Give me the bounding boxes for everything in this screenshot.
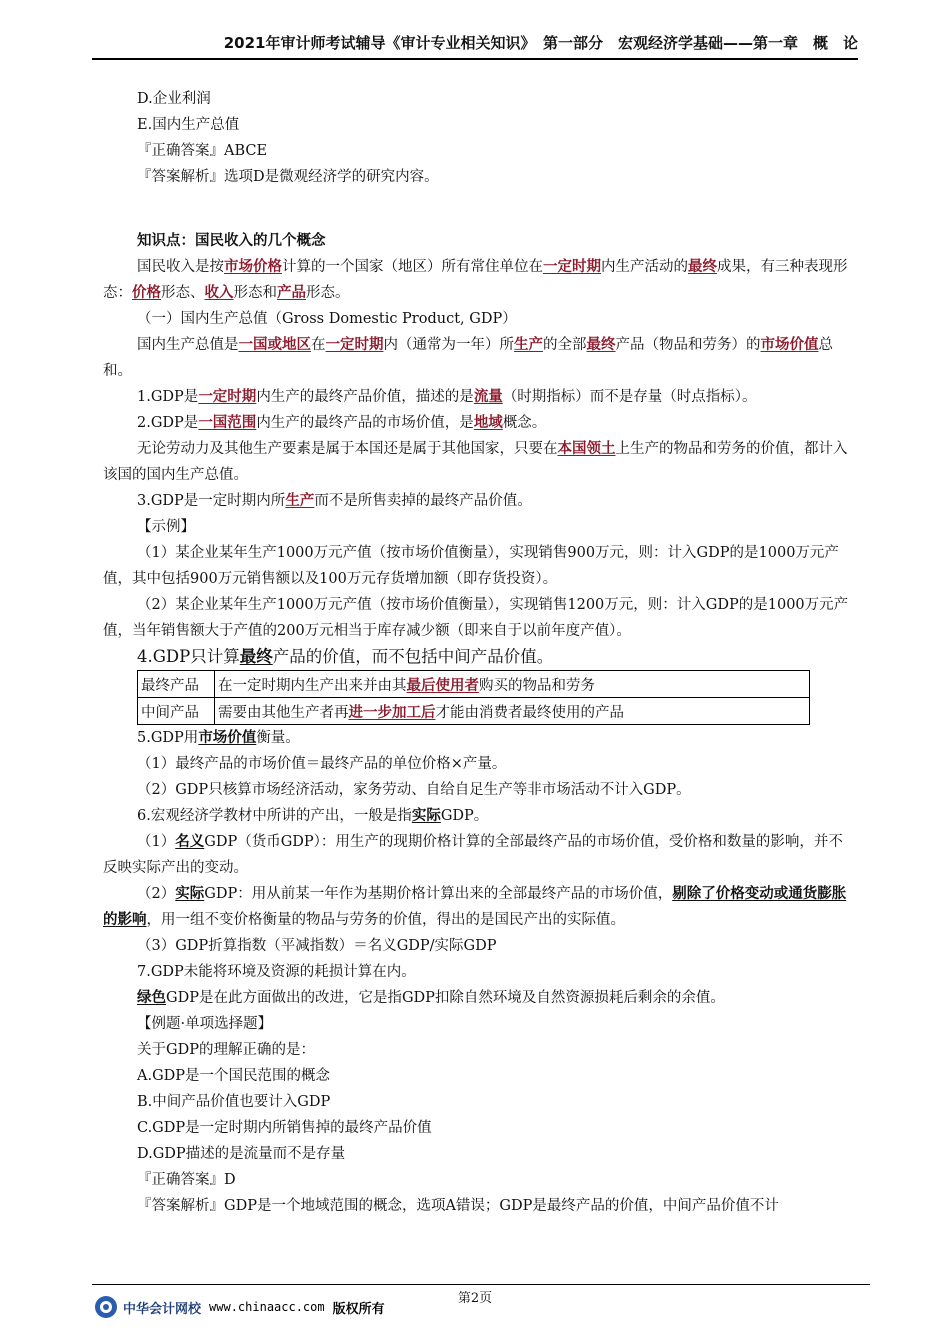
point-6: 6.宏观经济学教材中所讲的产出，一般是指实际GDP。 [137, 807, 489, 824]
point-3: 3.GDP是一定时期内所生产而不是所售卖掉的最终产品价值。 [137, 492, 532, 509]
product-table [137, 670, 810, 725]
page-number: 第2页 [457, 1291, 493, 1306]
table-cell-label: 最终产品 [138, 671, 215, 698]
question-option-a: A.GDP是一个国民范围的概念 [137, 1068, 331, 1084]
point-2: 2.GDP是一国范围内生产的最终产品的市场价值，是地域概念。 [137, 414, 547, 431]
intro-paragraph: 国民收入是按市场价格计算的一个国家（地区）所有常住单位在一定时期内生产活动的最终成果，有三种表现形态：价格形态、收入形态和产品形态。 [103, 258, 848, 301]
footer-url: www.chinaacc.com [209, 1300, 325, 1314]
footer-brand [95, 1295, 385, 1319]
footer-divider [92, 1284, 870, 1285]
question-stem: 关于GDP的理解正确的是： [137, 1042, 315, 1058]
page-header [92, 28, 858, 60]
question-option-d: D.GDP描述的是流量而不是存量 [137, 1146, 346, 1162]
question-option-c: C.GDP是一定时期内所销售掉的最终产品价值 [137, 1120, 432, 1136]
point-1: 1.GDP是一定时期内生产的最终产品价值，描述的是流量（时期指标）而不是存量（时点指标）。 [137, 388, 757, 405]
table-cell-label: 中间产品 [138, 698, 215, 725]
prev-analysis: 『答案解析』选项D是微观经济学的研究内容。 [137, 169, 439, 185]
point-6a: （1）名义GDP（货币GDP）：用生产的现期价格计算的全部最终产品的市场价值，受价格和数量的影响，并不反映实际产出的变动。 [103, 833, 843, 876]
example-2: （2）某企业某年生产1000万元产值（按市场价值衡量），实现销售1200万元，则：计入GDP的是1000万元产值，当年销售额大于产值的200万元相当于库存减少额（即来自于以前年度产值）。 [103, 597, 849, 639]
point-2-explanation: 无论劳动力及其他生产要素是属于本国还是属于其他国家，只要在本国领土上生产的物品和劳务的价值，都计入该国的国内生产总值。 [103, 440, 848, 483]
section-heading: 知识点：国民收入的几个概念 [137, 232, 326, 249]
prev-option-d: D.企业利润 [137, 91, 211, 107]
point-6c: （3）GDP折算指数（平减指数）＝名义GDP/实际GDP [137, 938, 497, 954]
prev-option-e: E.国内生产总值 [137, 117, 240, 133]
table-row [138, 671, 810, 698]
question-analysis: 『答案解析』GDP是一个地域范围的概念，选项A错误；GDP是最终产品的价值，中间产品价值不计 [137, 1198, 779, 1214]
logo-icon [95, 1296, 117, 1318]
example-1: （1）某企业某年生产1000万元产值（按市场价值衡量），实现销售900万元，则：计入GDP的是1000万元产值，其中包括900万元销售额以及100万元存货增加额（即存货投资）。 [103, 545, 839, 587]
point-7: 7.GDP未能将环境及资源的耗损计算在内。 [137, 964, 416, 980]
example-label: 【示例】 [137, 519, 195, 535]
point-5b: （2）GDP只核算市场经济活动，家务劳动、自给自足生产等非市场活动不计入GDP。 [137, 782, 691, 798]
header-title: 2021年审计师考试辅导《审计专业相关知识》 第一部分 宏观经济学基础——第一章 概 论 [223, 34, 858, 52]
table-row [138, 698, 810, 725]
page-content [103, 86, 851, 1219]
gdp-subheading: （一）国内生产总值（Gross Domestic Product, GDP） [137, 311, 517, 327]
question-label: 【例题·单项选择题】 [137, 1016, 273, 1032]
point-6b: （2）实际GDP：用从前某一年作为基期价格计算出来的全部最终产品的市场价值，剔除了价格变动或通货膨胀的影响，用一组不变价格衡量的物品与劳务的价值，得出的是国民产出的实际值。 [103, 885, 847, 928]
gdp-definition: 国内生产总值是一国或地区在一定时期内（通常为一年）所生产的全部最终产品（物品和劳务）的市场价值总和。 [103, 336, 833, 379]
point-4: 4.GDP只计算最终产品的价值，而不包括中间产品价值。 [137, 647, 554, 666]
spacer [103, 190, 851, 228]
point-5a: （1）最终产品的市场价值＝最终产品的单位价格×产量。 [137, 756, 507, 772]
brand-name: 中华会计网校 [123, 1301, 202, 1317]
prev-answer: 『正确答案』ABCE [137, 143, 268, 159]
point-7b: 绿色GDP是在此方面做出的改进，它是指GDP扣除自然环境及自然资源损耗后剩余的余值。 [137, 989, 725, 1006]
table-cell-desc: 需要由其他生产者再进一步加工后才能由消费者最终使用的产品 [215, 698, 810, 725]
footer-rights: 版权所有 [332, 1301, 385, 1317]
table-cell-desc: 在一定时期内生产出来并由其最后使用者购买的物品和劳务 [215, 671, 810, 698]
point-5: 5.GDP用市场价值衡量。 [137, 729, 300, 746]
question-answer: 『正确答案』D [137, 1172, 236, 1188]
question-option-b: B.中间产品价值也要计入GDP [137, 1094, 331, 1110]
